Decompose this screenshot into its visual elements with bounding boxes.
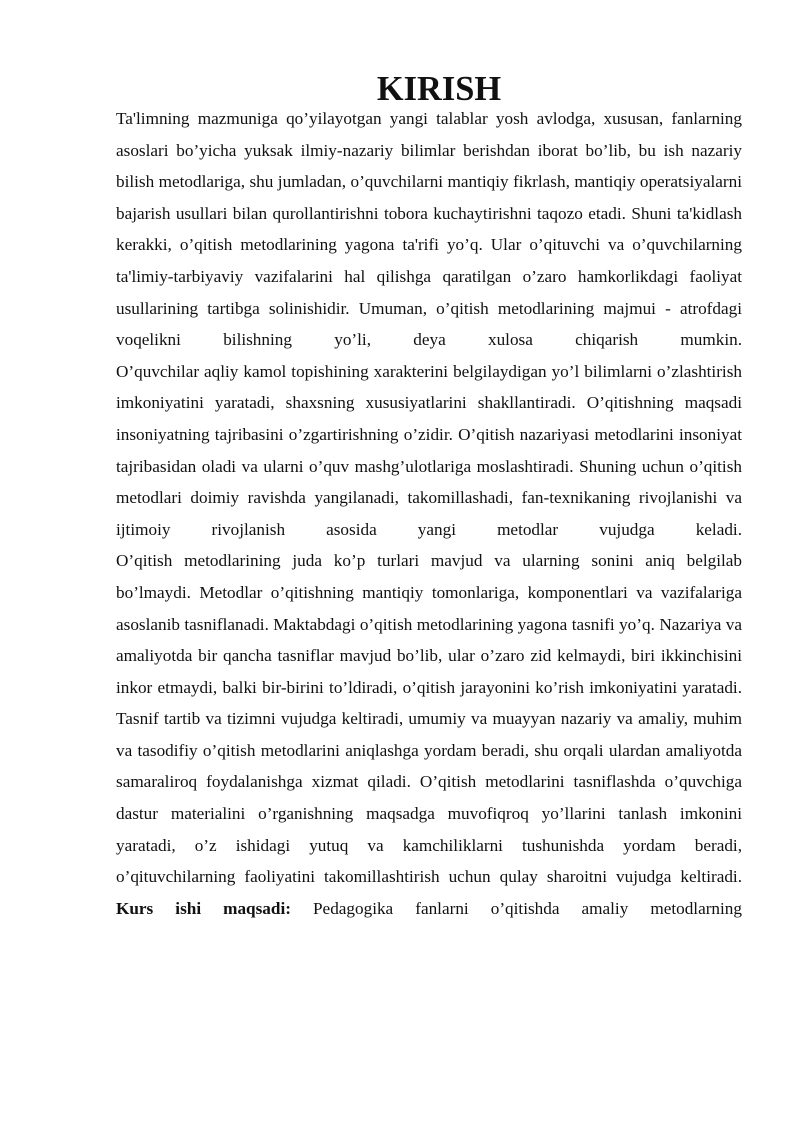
paragraph-text: O’quvchilar aqliy kamol topishining xarakterini belgilaydigan yo’l bilimlarni o’zlashtirish imkoniyatini yaratadi, shaxsning xususiyatlarini shakllantiradi. O’qitishning maqsadi insoniyatning tajribasini o’zgartirishning o’zidir. O’qitish nazariyasi metodlarini insoniyat tajribasidan oladi va ularni o’quv mashg’ulotlariga moslashtiradi. Shuning uchun o’qitish metodlari doimiy ravishda yangilanadi, takomillashadi, fan-texnikaning rivojlanishi va ijtimoiy rivojlanish asosida yangi metodlar vujudga keladi. <box>116 361 742 539</box>
paragraph-text: O’qitish metodlarining juda ko’p turlari mavjud va ularning sonini aniq belgilab bo’lmaydi. Metodlar o’qitishning mantiqiy tomonlariga, komponentlari va vazifalariga asoslanib tasniflanadi. Maktabdagi o’qitish metodlarining yagona tasnifi yo’q. Nazariya va amaliyotda bir qancha tasniflar mavjud bo’lib, ular o’zaro zid kelmaydi, biri ikkinchisini inkor etmaydi, balki bir-birini to’ldiradi, o’qitish jarayonini ko’rish imkoniyatini yaratadi. Tasnif tartib va tizimni vujudga keltiradi, umumiy va muayyan nazariy va amaliy, muhim va tasodifiy o’qitish metodlarini aniqlashga yordam beradi, shu orqali ulardan amaliyotda samaraliroq foydalanishga xizmat qiladi. O’qitish metodlarini tasniflashda o’quvchiga dastur materialini o’rganishning maqsadga muvofiqroq yo’llarini tanlash imkonini yaratadi, o’z ishidagi yutuq va kamchiliklarni tushunishda yordam beradi, o’qituvchilarning faoliyatini takomillashtirish uchun qulay sharoitni vujudga keltiradi. <box>116 551 742 887</box>
paragraph-3 <box>116 545 742 893</box>
paragraph-1 <box>116 103 742 356</box>
paragraph-text: Ta'limning mazmuniga qo’yilayotgan yangi talablar yosh avlodga, xususan, fanlarning asoslari bo’yicha yuksak ilmiy-nazariy bilimlar berishdan iborat bo’lib, bu ish nazariy bilish metodlariga, shu jumladan, o’quvchilarni mantiqiy fikrlash, mantiqiy operatsiyalarni bajarish usullari bilan qurollantirishni tobora kuchaytirishni taqozo etadi. Shuni ta'kidlash kerakki, o’qitish metodlarining yagona ta'rifi yo’q. Ular o’qituvchi va o’quvchilarning ta'limiy-tarbiyaviy vazifalarini hal qilishga qaratilgan o’zaro hamkorlikdagi faoliyat usullarining tartibga solinishidir. Umuman, o’qitish metodlarining majmui - atrofdagi voqelikni bilishning yo’li, deya xulosa chiqarish mumkin. <box>116 109 742 350</box>
page-title: KIRISH <box>376 70 502 108</box>
paragraph-2 <box>116 356 742 546</box>
document-page <box>116 70 742 924</box>
paragraph-text: Pedagogika fanlarni o’qitishda amaliy metodlarning <box>290 898 742 918</box>
paragraph-4 <box>116 893 742 925</box>
paragraph-lead: Kurs ishi maqsadi: <box>116 898 291 918</box>
